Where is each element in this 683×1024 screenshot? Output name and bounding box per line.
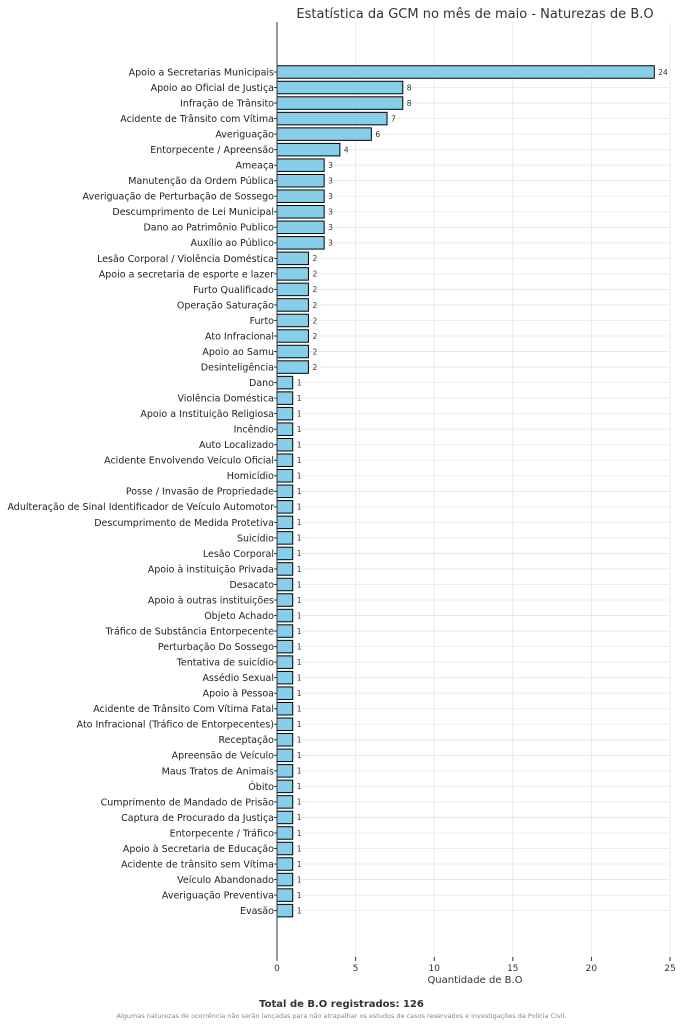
bar [277,547,293,560]
y-tick-label: Furto Qualificado [193,284,274,296]
data-label: 3 [328,160,333,170]
bar [277,314,308,327]
data-label: 1 [296,657,302,667]
data-label: 3 [328,238,333,248]
bar [277,609,293,622]
y-tick-label: Tentativa de suicídio [176,657,274,669]
data-label: 1 [296,828,302,838]
bar [277,81,403,94]
bar [277,625,293,638]
data-label: 1 [296,471,302,481]
y-tick-label: Infração de Trânsito [180,98,274,110]
bar [277,594,293,607]
y-tick-label: Apoio à Pessoa [202,688,274,700]
bar [277,376,293,389]
bar [277,423,293,436]
bar [277,470,293,483]
y-tick-label: Lesão Corporal / Violência Doméstica [97,253,274,265]
data-label: 2 [312,269,318,279]
data-label: 1 [296,409,302,419]
bar [277,827,293,840]
data-label: 1 [296,782,302,792]
bar [277,454,293,467]
x-tick-label: 0 [274,964,280,974]
bar [277,221,324,234]
y-tick-label: Tráfico de Substância Entorpecente [105,626,274,638]
bar [277,749,293,762]
y-tick-label: Adulteração de Sinal Identificador de Veículo Automotor [7,502,274,514]
y-tick-label: Óbito [248,781,274,793]
bar [277,532,293,545]
bar [277,687,293,700]
y-tick-label: Apoio a secretaria de esporte e lazer [98,269,274,281]
bar [277,97,403,110]
y-tick-label: Apoio ao Oficial de Justiça [150,82,274,94]
bar [277,128,371,140]
y-tick-label: Entorpecente / Tráfico [169,828,274,840]
bar [277,112,387,125]
data-label: 1 [296,595,302,605]
y-tick-label: Suicídio [236,533,274,545]
y-tick-label: Furto [249,315,274,327]
data-label: 1 [296,875,302,885]
bar [277,718,293,731]
bar [277,640,293,653]
bar [277,485,293,498]
data-label: 1 [296,890,302,900]
data-label: 1 [296,456,302,466]
bar [277,904,293,917]
data-label: 1 [296,378,302,388]
y-tick-label: Averiguação [215,129,274,141]
data-label: 1 [296,642,302,652]
grid-lines [277,22,670,957]
y-tick-label: Lesão Corporal [202,548,274,560]
y-tick-label: Ato Infracional [205,331,274,343]
bar [277,392,293,405]
data-label: 6 [375,129,381,139]
y-tick-label: Receptação [218,735,274,747]
y-tick-label: Apoio a Secretarias Municipais [128,67,274,79]
y-tick-label: Homicídio [226,471,274,483]
bar [277,578,293,591]
y-tick-label: Maus Tratos de Animais [161,766,274,778]
bar [277,671,293,684]
y-tick-label: Captura de Procurado da Justiça [121,812,274,824]
data-label: 1 [296,720,302,730]
data-label: 1 [296,518,302,528]
bar [277,438,293,451]
y-tick-label: Auto Localizado [199,440,274,452]
y-tick-label: Ameaça [235,160,274,172]
bar [277,889,293,902]
y-tick-label: Desacato [229,579,274,591]
bar [277,656,293,669]
bar [277,873,293,886]
x-tick-label: 25 [664,964,676,974]
y-tick-label: Dano ao Patrimônio Publico [143,222,274,234]
y-tick-label: Apoio à instituição Privada [147,564,274,576]
y-tick-label: Dano [249,378,274,389]
y-tick-label: Descumprimento de Medida Protetiva [94,517,274,529]
x-tick-label: 10 [428,964,440,974]
bar [277,407,293,420]
y-tick-label: Assédio Sexual [202,673,274,685]
data-label: 1 [296,751,302,761]
data-label: 8 [406,98,412,108]
data-label: 2 [312,362,318,372]
data-label: 1 [296,440,302,450]
data-label: 3 [328,223,333,233]
x-tick-label: 20 [585,964,598,974]
x-tick-label: 15 [507,964,519,974]
y-tick-label: Acidente Envolvendo Veículo Oficial [104,455,274,467]
y-tick-label: Apoio a Instituição Religiosa [140,409,274,421]
y-tick-label: Incêndio [233,424,274,436]
data-label: 1 [296,735,302,745]
data-label: 1 [296,580,302,590]
data-label: 1 [296,689,302,698]
data-label: 1 [296,859,302,869]
data-label: 1 [296,906,302,916]
chart-title: Estatística da GCM no mês de maio - Naturezas de B.O [296,7,654,22]
bar [277,143,340,156]
y-tick-label: Entorpecente / Apreensão [150,145,274,157]
footnote: Algumas naturezas de ocorrência não serão lançadas para não atrapalhar os estudos de casos reservados e investigações da Polícia Civil. [116,1012,567,1020]
data-label: 1 [296,704,302,714]
y-tick-label: Desinteligência [200,362,274,374]
data-label: 3 [328,207,333,217]
data-label: 1 [296,813,302,823]
y-tick-label: Veículo Abandonado [177,874,274,886]
data-label: 1 [296,611,302,621]
data-label: 7 [391,114,396,124]
bar [277,345,308,358]
data-label: 2 [312,254,318,264]
data-label: 1 [296,533,302,543]
data-label: 1 [296,564,302,574]
data-label: 2 [312,285,318,295]
bar [277,252,308,264]
y-tick-label: Acidente de Trânsito Com Vítima Fatal [93,704,274,716]
x-tick-label: 5 [352,964,359,974]
y-tick-label: Apoio à Secretaria de Educação [122,843,274,855]
y-tick-label: Ato Infracional (Tráfico de Entorpecentes) [76,719,274,731]
bar [277,206,324,219]
y-tick-label: Auxílio ao Público [190,238,274,250]
data-label: 1 [296,844,302,854]
bar [277,765,293,778]
data-label: 2 [312,316,318,326]
data-label: 1 [296,393,302,403]
bar [277,268,308,281]
bar [277,702,293,715]
data-label: 24 [658,67,668,77]
y-tick-label: Violência Doméstica [177,393,274,405]
x-axis [274,957,676,974]
bar [277,159,324,172]
y-tick-label: Perturbação Do Sossego [157,642,274,654]
bar [277,174,324,187]
bar [277,237,324,250]
bar [277,563,293,576]
data-label: 1 [296,766,302,776]
data-label: 1 [296,424,302,434]
data-label: 2 [312,300,318,310]
data-label: 1 [296,797,302,807]
y-tick-label: Acidente de Trânsito com Vítima [120,113,274,125]
data-label: 1 [296,502,302,512]
y-tick-label: Evasão [239,906,274,918]
bar [277,734,293,747]
bar [277,283,308,296]
bar [277,780,293,793]
bar [277,299,308,312]
bar [277,796,293,809]
y-tick-labels [7,67,277,917]
y-tick-label: Posse / Invasão de Propriedade [125,486,274,498]
data-label: 2 [312,331,318,341]
bar [277,66,654,79]
y-tick-label: Averiguação Preventiva [161,890,274,902]
y-tick-label: Manutenção da Ordem Pública [128,176,274,188]
bar [277,516,293,529]
y-tick-label: Cumprimento de Mandado de Prisão [100,797,274,809]
data-label: 1 [296,549,302,559]
bar [277,361,308,374]
data-label: 1 [296,673,302,683]
bar [277,811,293,824]
y-tick-label: Operação Saturação [176,300,274,312]
y-tick-label: Apoio ao Samu [202,346,274,358]
data-label: 1 [296,487,302,497]
data-label: 8 [406,83,412,93]
y-tick-label: Descumprimento de Lei Municipal [112,207,274,219]
x-axis-label: Quantidade de B.O [427,975,523,986]
bar [277,501,293,513]
y-tick-label: Objeto Achado [204,610,274,622]
data-label: 2 [312,347,318,357]
data-label: 1 [296,626,302,636]
data-label: 4 [343,145,349,155]
data-label: 3 [328,192,333,202]
y-tick-label: Averiguação de Perturbação de Sossego [82,191,274,203]
bar [277,330,308,343]
y-tick-label: Apreensão de Veículo [171,750,274,762]
bar [277,842,293,855]
total-count: Total de B.O registrados: 126 [259,999,424,1010]
bar [277,190,324,203]
data-label: 3 [328,176,333,186]
y-tick-label: Apoio à outras instituições [147,595,274,607]
bar [277,858,293,871]
y-tick-label: Acidente de trânsito sem Vítima [121,859,274,871]
